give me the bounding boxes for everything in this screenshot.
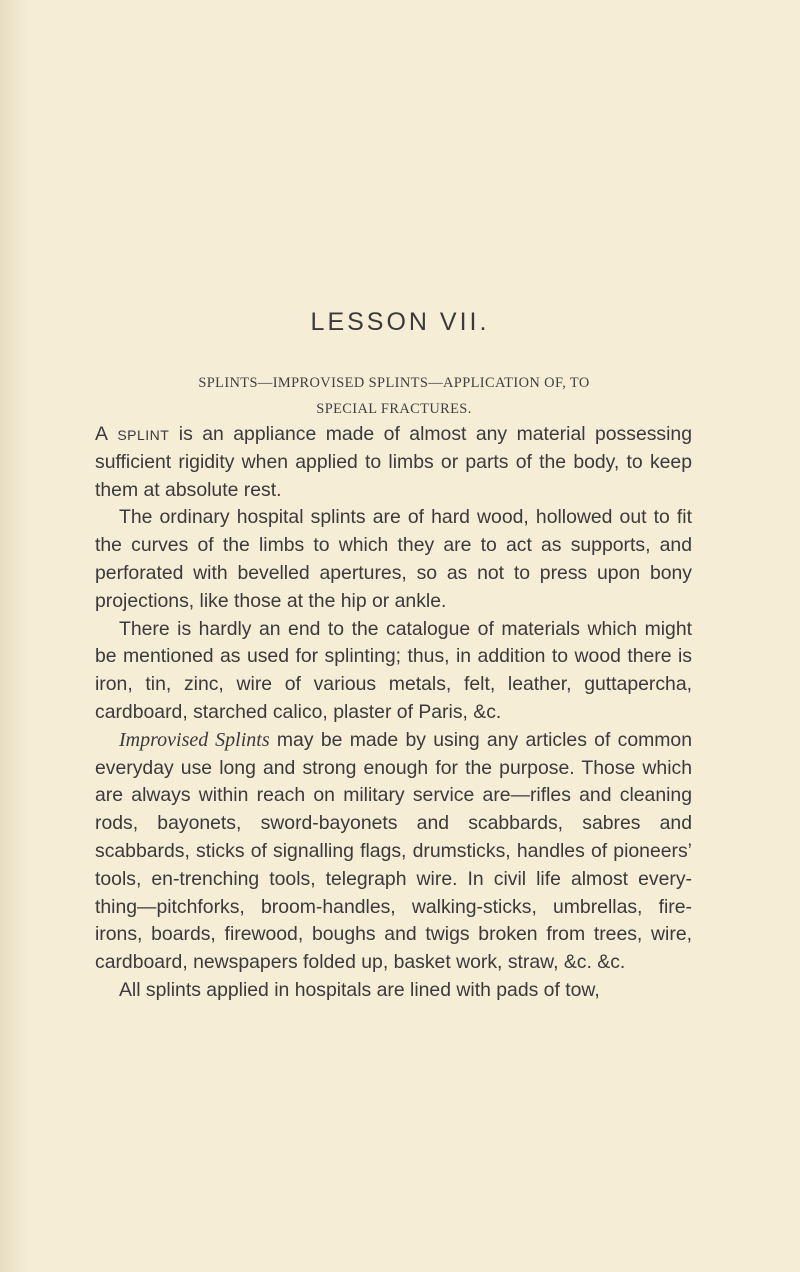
opening-words: A splint [95,423,170,445]
paragraph-text: All splints applied in hospitals are lined with pads of tow, [119,978,600,1001]
paragraph-lining [95,977,692,1005]
subtitle-line-1: SPLINTS—IMPROVISED SPLINTS—APPLICATION OF, TO [198,375,590,391]
paragraph-text: is an appliance made of almost any material possessing sufficient rigidity when applied to limbs or parts of the body, to keep them at absolute rest. [95,423,692,501]
subtitle-line-2: SPECIAL FRACTURES. [316,401,472,417]
paragraph-text: may be made by using any articles of common everyday use long and strong enough for the purpose. Those which are always within reach on military service are—rifles and cleaning rods, bayonets, sword-bayonets and scabbards, sabres and scabbards, sticks of signalling flags, drumsticks, handles of pioneers’ tools, en-trenching tools, telegraph wire. In civil life almost every-thing—pitchforks, broom-handles, walking-sticks, umbrellas, fire-irons, boards, firewood, boughs and twigs broken from trees, wire, cardboard, newspapers folded up, basket work, straw, &c. &c. [95,728,692,974]
paragraph-materials [95,616,692,727]
paragraph-definition [95,421,692,504]
italic-term: Improvised Splints [119,728,270,751]
lesson-title: LESSON VII. [310,308,490,336]
paragraph-text: There is hardly an end to the catalogue of materials which might be mentioned as used for splinting; thus, in addition to wood there is iron, tin, zinc, wire of various metals, felt, leather, guttapercha, cardboard, starched calico, plaster of Paris, &c. [95,617,692,723]
paragraph-hospital-splints [95,504,692,615]
lesson-subtitle [114,370,674,422]
lesson-body [95,421,692,1005]
paragraph-text: The ordinary hospital splints are of hard wood, hollowed out to fit the curves of the limbs to which they are to act as supports, and perforated with bevelled apertures, so as not to press upon bony projections, like those at the hip or ankle. [95,506,692,612]
paragraph-improvised-splints [95,727,692,977]
